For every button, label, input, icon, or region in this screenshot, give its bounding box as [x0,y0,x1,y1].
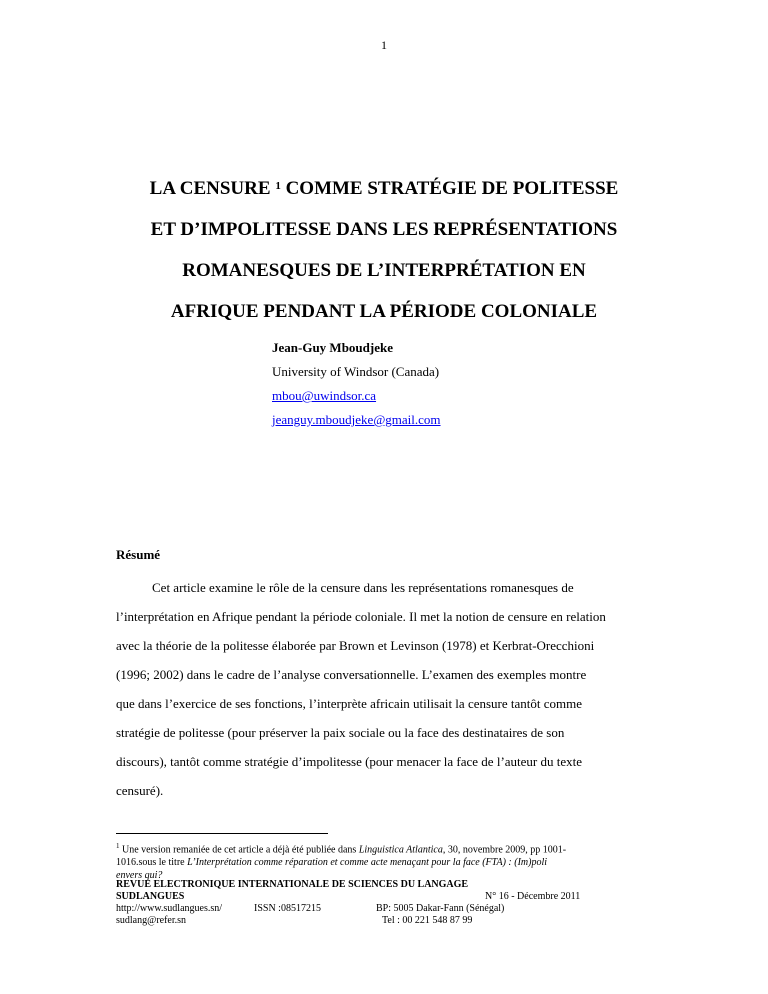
footnote-line-2 [116,856,676,869]
abstract-line: Cet article examine le rôle de la censure dans les représentations romanesques de [152,580,574,595]
article-title [60,168,708,332]
abstract-heading: Résumé [116,547,161,562]
footer-tel: Tel : 00 221 548 87 99 [382,915,473,926]
author-email-link-1[interactable]: mbou@uwindsor.ca [272,388,377,403]
footnote-title-end: envers qui? [116,870,163,882]
footnote-text-2a: 1016.sous le titre [116,857,188,869]
author-block [272,336,572,432]
footnote-title: L’Interprétation comme réparation et comme acte menaçant pour la face (FTA) : (Im)poli [187,857,548,869]
footnote-journal: Linguistica Atlantica [358,844,443,856]
title-line-3: ROMANESQUES DE L’INTERPRÉTATION EN [182,260,586,281]
abstract-line: stratégie de politesse (pour préserver la paix sociale ou la face des destinataires de son [116,725,565,740]
footer-email[interactable]: sudlang@refer.sn [116,915,187,926]
author-affiliation: University of Windsor (Canada) [272,364,440,379]
footer-address: BP: 5005 Dakar-Fann (Sénégal) [376,903,505,914]
author-name: Jean-Guy Mboudjeke [272,340,393,355]
footer-issue: N° 16 - Décembre 2011 [485,891,581,902]
abstract-line: avec la théorie de la politesse élaborée par Brown et Levinson (1978) et Kerbrat-Orecchioni [116,638,595,653]
footer-row-4 [116,915,676,927]
footnote-mark: 1 [116,842,120,850]
footer-journal-line: REVUE ELECTRONIQUE INTERNATIONALE DE SCIENCES DU LANGAGE [116,879,469,890]
footer-row-1 [116,879,676,891]
footnote-text-1a: Une version remaniée de cet article a déjà été publiée dans [119,844,359,856]
title-line-4: AFRIQUE PENDANT LA PÉRIODE COLONIALE [170,301,598,322]
title-line-1 [60,168,708,209]
abstract-line: l’interprétation en Afrique pendant la période coloniale. Il met la notion de censure en relation [116,609,606,624]
journal-footer [116,879,676,927]
footer-row-3 [116,903,676,915]
author-email-link-2[interactable]: jeanguy.mboudjeke@gmail.com [272,412,441,427]
footnote-separator [116,833,328,834]
title-line-1-b: COMME STRATÉGIE DE POLITESSE [285,178,619,199]
abstract-line: discours), tantôt comme stratégie d’impolitesse (pour menacer la face de l’auteur du texte [116,754,583,769]
abstract-line: que dans l’exercice de ses fonctions, l’interprète africain utilisait la censure tantôt comme [116,696,583,711]
page-number: 1 [381,38,387,52]
footer-website[interactable]: http://www.sudlangues.sn/ [116,903,223,914]
footer-issn: ISSN :08517215 [254,903,321,914]
abstract-text [116,573,671,805]
footnote [116,840,676,882]
title-line-1-a: LA CENSURE [149,178,271,199]
footer-journal-name: SUDLANGUES [116,891,185,902]
footnote-text-1b: , 30, novembre 2009, pp 1001- [442,844,567,856]
abstract-line: censuré). [116,783,164,798]
title-line-2: ET D’IMPOLITESSE DANS LES REPRÉSENTATIONS [150,219,618,240]
footnote-line-1 [116,840,676,856]
abstract-line: (1996; 2002) dans le cadre de l’analyse conversationnelle. L’examen des exemples montre [116,667,587,682]
footer-row-2 [116,891,676,903]
title-footnote-mark[interactable]: 1 [275,180,281,192]
